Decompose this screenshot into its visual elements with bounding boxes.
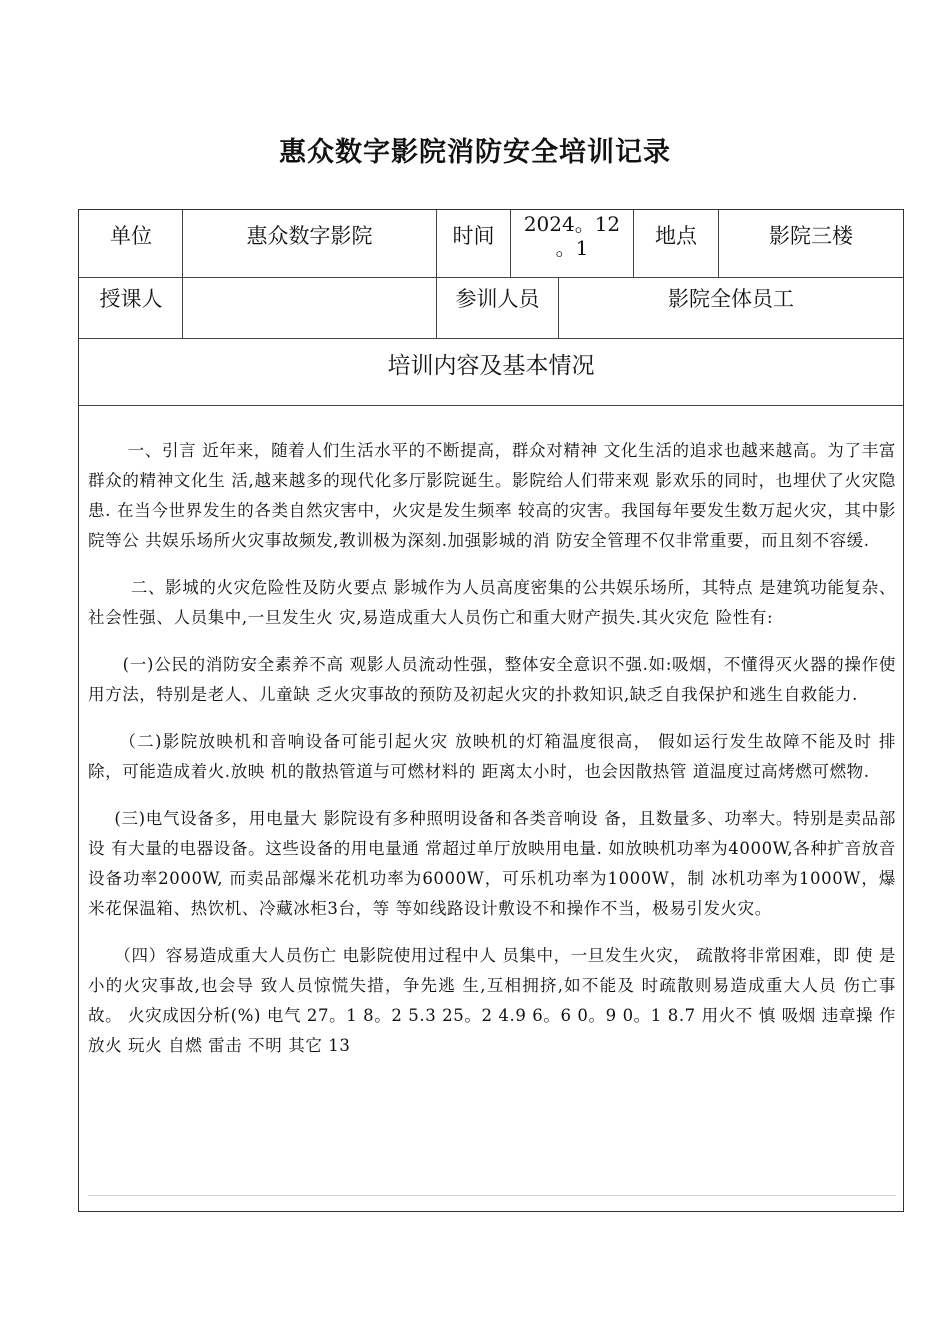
content-paragraph: （四）容易造成重大人员伤亡 电影院使用过程中人 员集中，一旦发生火灾， 疏散将非常困难，即 使 是小的火灾事故,也会导 致人员惊慌失措，争先逃 生,互相拥挤,如不能及 时疏散则易造成重大人员 伤亡事故。 火灾成因分析(%) 电气 27。1 8。2 5.3 25。2 4.9 6。6 0。9 0。1 8.7 用火不 慎 吸烟 违章操 作 放火 玩火 自燃 雷击 不明 其它 13 [88,946,897,1055]
time-value-line2: 。1 [555,236,589,260]
place-label: 地点 [655,224,697,248]
time-value-line1: 2024。12 [523,212,621,236]
attendees-value: 影院全体员工 [668,287,794,311]
content-paragraph: (一)公民的消防安全素养不高 观影人员流动性强，整体安全意识不强.如:吸烟，不懂得灭火器的操作使用方法，特别是老人、儿童缺 乏火灾事故的预防及初起火灾的扑救知识,缺乏自我保护和逃生自救能力. [88,655,896,704]
unit-label: 单位 [110,224,152,248]
page-title: 惠众数字影院消防安全培训记录 [279,137,671,168]
time-value [511,212,633,260]
bottom-divider [88,1195,896,1196]
attendees-label: 参训人员 [455,287,540,311]
lecturer-label: 授课人 [99,287,163,311]
place-value: 影院三楼 [769,224,853,248]
row-divider [79,277,903,278]
time-label: 时间 [452,224,495,248]
row-divider [79,338,903,339]
training-content [88,436,896,1078]
content-paragraph: （二)影院放映机和音响设备可能引起火灾 放映机的灯箱温度很高， 假如运行发生故障不能及时 排除，可能造成着火.放映 机的散热管道与可燃材料的 距离太小时，也会因散热管 道温度过高烤燃可燃物. [88,732,896,781]
row-divider [79,405,903,406]
content-paragraph: 一、引言 近年来，随着人们生活水平的不断提高，群众对精神 文化生活的追求也越来越高。为了丰富群众的精神文化生 活,越来越多的现代化多厅影院诞生。影院给人们带来观 影欢乐的同时，也埋伏了火灾隐患. 在当今世界发生的各类自然灾害中，火灾是发生频率 较高的灾害。我国每年要发生数万起火灾，其中影院等公 共娱乐场所火灾事故频发,教训极为深刻.加强影城的消 防安全管理不仅非常重要，而且刻不容缓. [88,441,896,550]
unit-value: 惠众数字影院 [246,224,373,248]
content-paragraph: (三)电气设备多，用电量大 影院设有多种照明设备和各类音响设 备，且数量多、功率大。特别是卖品部设 有大量的电器设备。这些设备的用电量通 常超过单厅放映用电量. 如放映机功率为4000W,各种扩音放音设备功率2000W, 而卖品部爆米花机功率为6000W，可乐机功率为1000W，制 冰机功率为1000W，爆米花保温箱、热饮机、冷藏冰柜3台，等 等如线路设计敷设不和操作不当，极易引发火灾。 [88,809,896,918]
content-paragraph: 二、影城的火灾危险性及防火要点 影城作为人员高度密集的公共娱乐场所，其特点 是建筑功能复杂、社会性强、人员集中,一旦发生火 灾,易造成重大人员伤亡和重大财产损失.其火灾危 险性有: [88,578,896,627]
section-heading: 培训内容及基本情况 [387,353,595,379]
